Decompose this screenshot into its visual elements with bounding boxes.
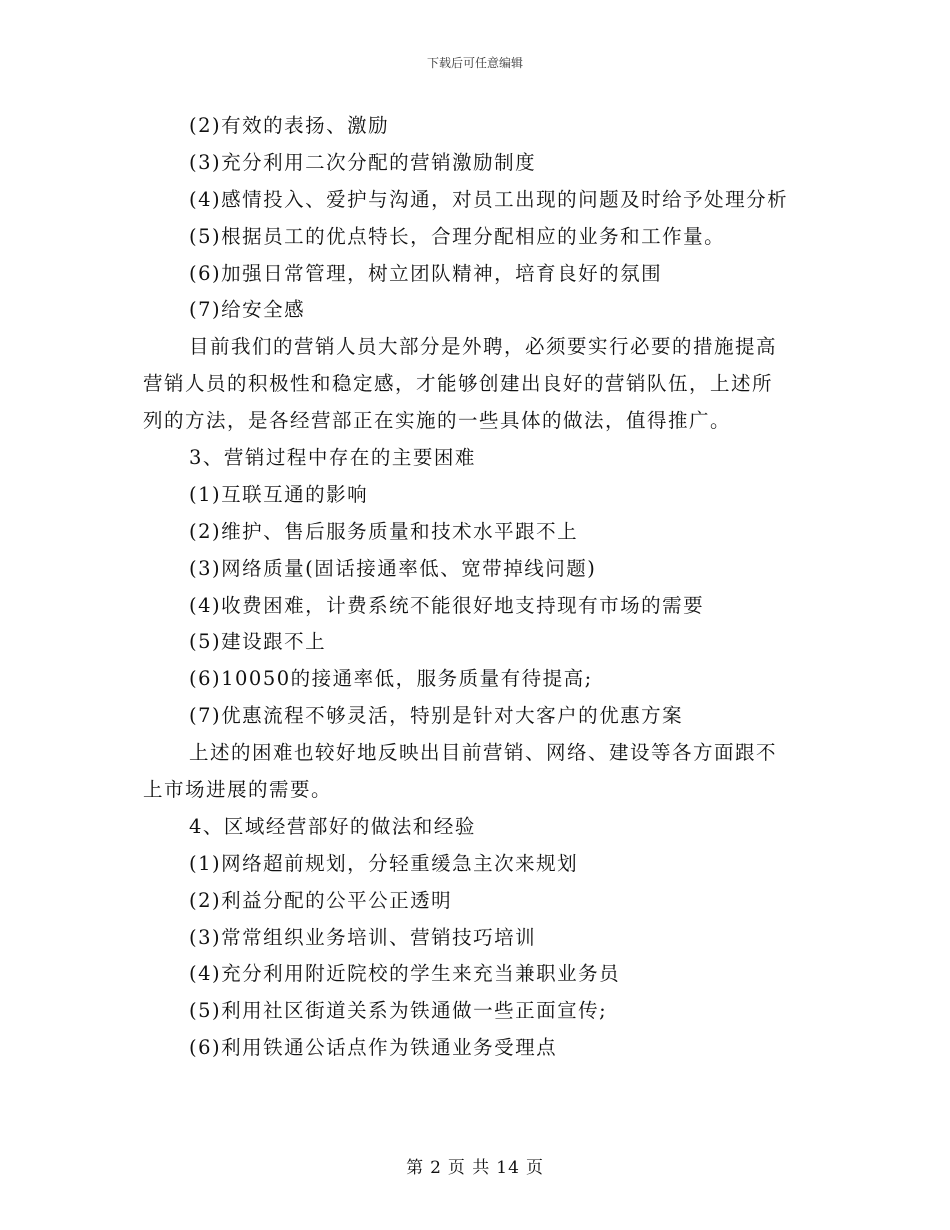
paragraph-line: 上市场进展的需要。 [143, 778, 333, 802]
total-pages: 14 [496, 1158, 520, 1178]
list-item: (2)维护、售后服务质量和技术水平跟不上 [189, 519, 579, 543]
paragraph-line: 列的方法，是各经营部正在实施的一些具体的做法，值得推广。 [143, 409, 732, 433]
section-heading: 3、营销过程中存在的主要困难 [189, 446, 476, 470]
page-number: 2 [430, 1158, 442, 1178]
list-item: (3)常常组织业务培训、营销技巧培训 [189, 925, 537, 949]
list-item: (5)根据员工的优点特长，合理分配相应的业务和工作量。 [189, 224, 726, 248]
list-item: (7)给安全感 [189, 298, 306, 322]
list-item: (2)有效的表扬、激励 [189, 114, 390, 137]
footer-middle: 页 共 [447, 1158, 491, 1178]
paragraph-line: 目前我们的营销人员大部分是外聘，必须要实行必要的措施提高 [189, 335, 778, 359]
paragraph-line: 上述的困难也较好地反映出目前营销、网络、建设等各方面跟不 [189, 741, 778, 765]
page-footer [0, 1153, 950, 1178]
list-item: (4)充分利用附近院校的学生来充当兼职业务员 [189, 962, 621, 986]
list-item: (5)利用社区街道关系为铁通做一些正面宣传; [189, 999, 608, 1023]
list-item: (5)建设跟不上 [189, 630, 327, 654]
list-item: (1)互联互通的影响 [189, 482, 369, 506]
section-heading: 4、区域经营部好的做法和经验 [189, 814, 476, 838]
list-item: (3)充分利用二次分配的营销激励制度 [189, 150, 537, 174]
paragraph-line: 营销人员的积极性和稳定感，才能够创建出良好的营销队伍，上述所 [143, 372, 774, 396]
footer-prefix: 第 [406, 1158, 425, 1178]
list-item: (6)10050的接通率低，服务质量有待提高; [189, 667, 593, 691]
list-item: (7)优惠流程不够灵活，特别是针对大客户的优惠方案 [189, 704, 684, 728]
list-item: (3)网络质量(固话接通率低、宽带掉线问题) [189, 556, 597, 580]
list-item: (1)网络超前规划，分轻重缓急主次来规划 [189, 851, 579, 875]
list-item: (2)利益分配的公平公正透明 [189, 888, 453, 912]
footer-suffix: 页 [525, 1158, 544, 1178]
list-item: (6)利用铁通公话点作为铁通业务受理点 [189, 1036, 558, 1060]
list-item: (4)感情投入、爱护与沟通，对员工出现的问题及时给予处理分析 [189, 187, 789, 211]
page-header: 下载后可任意编辑 [426, 56, 523, 70]
list-item: (4)收费困难，计费系统不能很好地支持现有市场的需要 [189, 593, 705, 617]
document-body [143, 108, 813, 1067]
list-item: (6)加强日常管理，树立团队精神，培育良好的氛围 [189, 261, 663, 285]
